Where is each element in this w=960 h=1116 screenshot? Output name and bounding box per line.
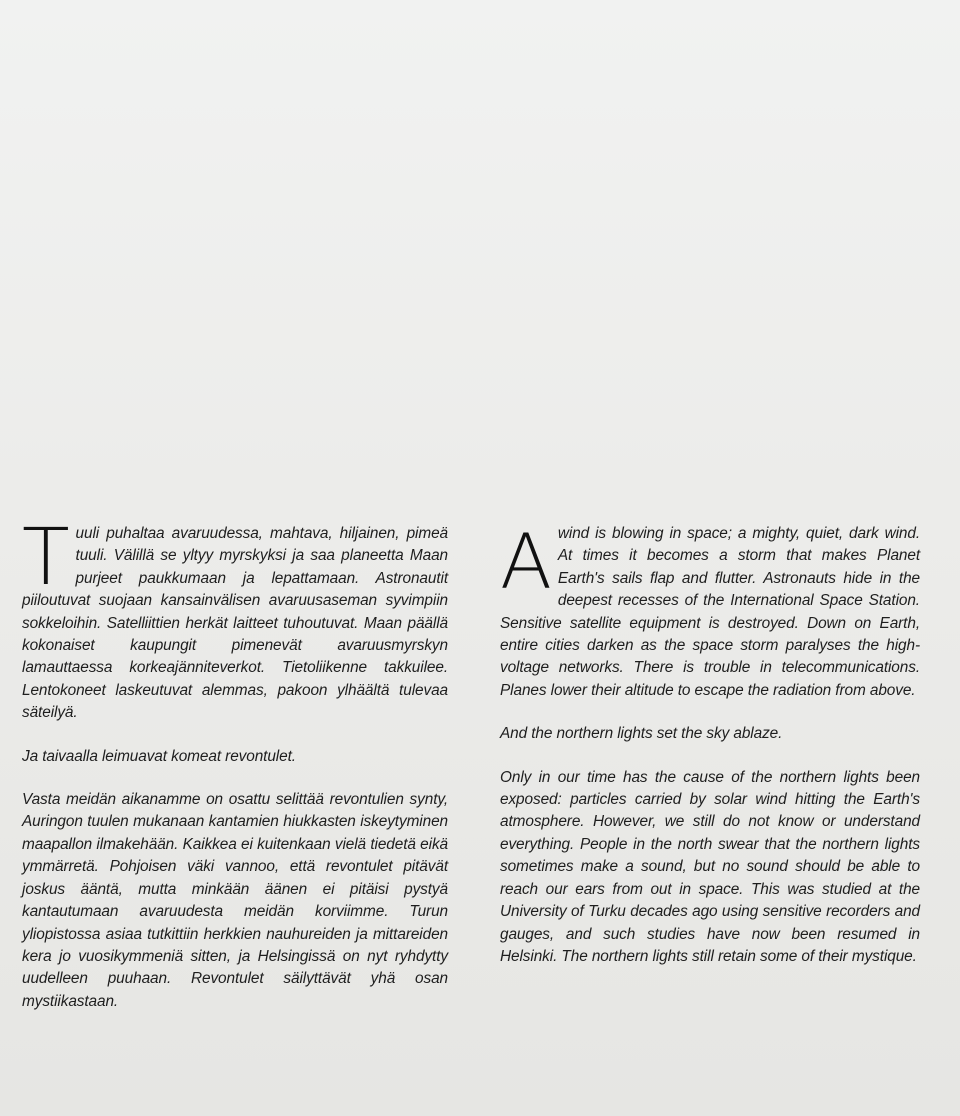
- english-paragraph-1-text: wind is blowing in space; a mighty, quiet, dark wind. At times it becomes a storm that makes Planet Earth's sails flap and flutter. Astronauts hide in the deepest recesses of the International Space Station. Sensitive satellite equipment is destroyed. Down on Earth, entire cities darken as the space storm paralyses the high-voltage networks. There is trouble in telecommunications. Planes lower their altitude to escape the radiation from above.: [500, 525, 920, 699]
- finnish-drop-cap: T: [22, 513, 70, 603]
- finnish-paragraph-3: Vasta meidän aikanamme on osattu selittää revontulien synty, Auringon tuulen mukanaan kantamien hiukkasten iskeytyminen maapallon ilmakehään. Kaikkea ei kuitenkaan vielä tiedetä eikä ymmärretä. Pohjoisen väki vannoo, että revontulet pitävät joskus ääntä, mutta minkään äänen ei pitäisi pystyä kantautumaan avaruudesta meidän korviimme. Turun yliopistossa asiaa tutkittiin herkkien nauhureiden ja mittareiden kera jo vuosikymmeniä sitten, ja Helsingissä on nyt ryhdytty uudelleen puuhaan. Revontulet säilyttävät yhä osan mystiikastaan.: [22, 791, 448, 1010]
- finnish-paragraph-1: [22, 513, 448, 725]
- english-paragraph-1: [500, 517, 920, 702]
- english-drop-cap: A: [500, 517, 552, 606]
- english-paragraph-3: Only in our time has the cause of the northern lights been exposed: particles carried by solar wind hitting the Earth's atmosphere. However, we still do not know or understand everything. People in the north swear that the northern lights sometimes make a sound, but no sound should be able to reach our ears from out in space. This was studied at the University of Turku decades ago using sensitive recorders and gauges, and such studies have now been resumed in Helsinki. The northern lights still retain some of their mystique.: [500, 768, 920, 965]
- finnish-paragraph-2: Ja taivaalla leimuavat komeat revontulet.: [22, 747, 296, 765]
- english-column: [500, 517, 920, 989]
- finnish-paragraph-1-text: uuli puhaltaa avaruudessa, mahtava, hiljainen, pimeä tuuli. Välillä se yltyy myrskyksi ja saa planeetta Maan purjeet paukkumaan ja lepattamaan. Astronautit piiloutuvat suojaan kansainvälisen avaruusaseman syvimpiin sokkeloihin. Satelliittien herkät laitteet tuhoutuvat. Maan päällä kokonaiset kaupungit pimenevät avaruusmyrskyn lamauttaessa korkeajänniteverkot. Tietoliikenne takkuilee. Lentokoneet laskeutuvat alemmas, pakoon ylhäältä tulevaa säteilyä.: [22, 525, 448, 722]
- finnish-column: [22, 513, 448, 1034]
- english-paragraph-2: And the northern lights set the sky ablaze.: [500, 725, 783, 743]
